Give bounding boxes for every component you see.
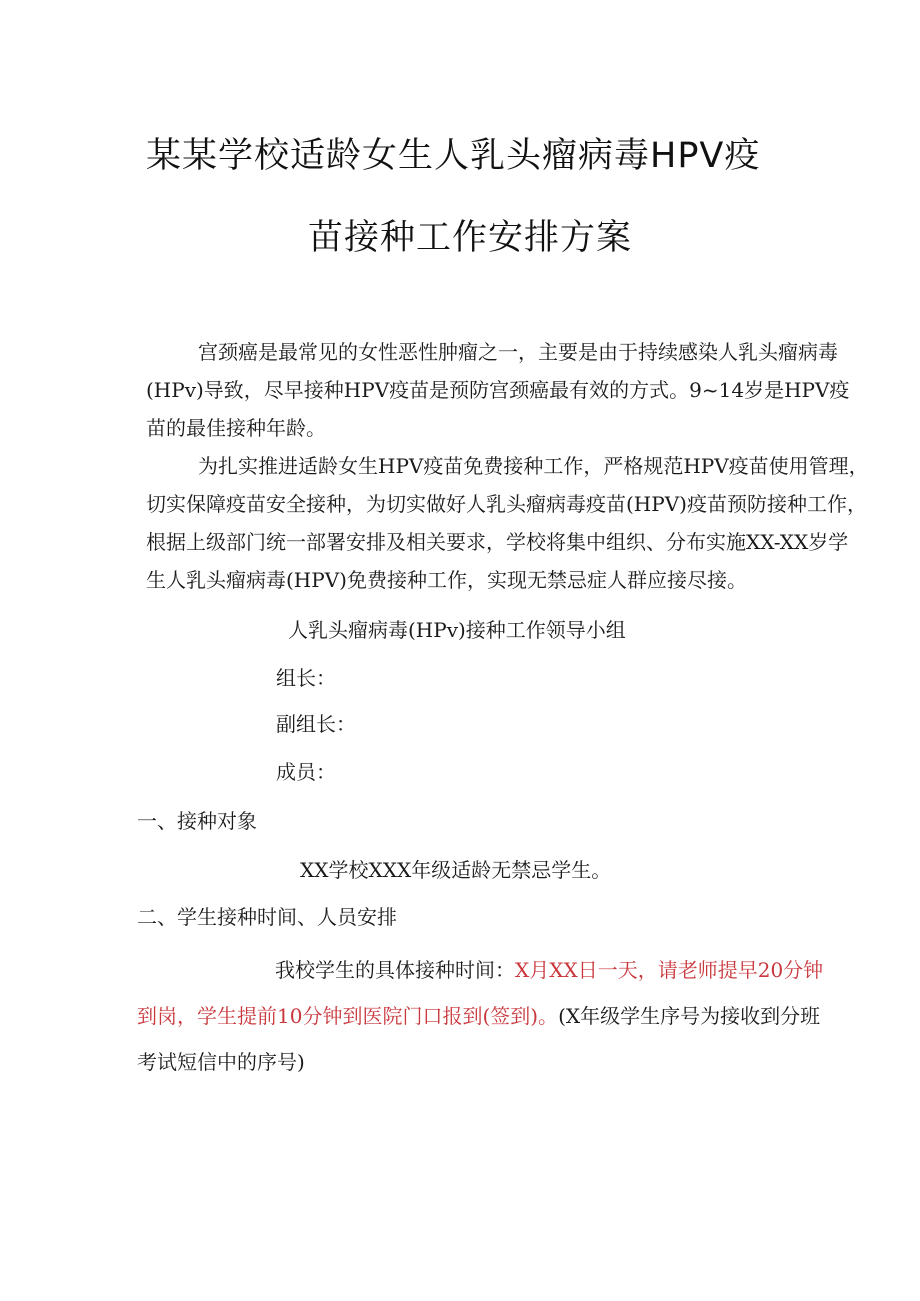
purpose-line-3: 根据上级部门统一部署安排及相关要求，学校将集中组织、分布实施XX-XX岁学 [146, 530, 849, 554]
schedule-line-1 [137, 947, 823, 993]
schedule-prefix: 我校学生的具体接种时间： [275, 958, 515, 982]
schedule-note: (X年级学生序号为接收到分班 [558, 1004, 821, 1028]
intro-line-1: 宫颈癌是最常见的女性恶性肿瘤之一，主要是由于持续感染人乳头瘤病毒 [198, 340, 838, 364]
schedule-line-2 [137, 993, 823, 1039]
section1-heading: 一、接种对象 [137, 809, 257, 833]
leader-label: 组长： [276, 666, 336, 690]
schedule-time-highlight: X月XX日一天，请老师提早20分钟 [515, 958, 824, 982]
arrival-instructions-highlight: 到岗，学生提前10分钟到医院门口报到(签到)。 [137, 1004, 559, 1028]
title-line-1: 某某学校适龄女生人乳头瘤病毒HPV疫 [146, 136, 761, 176]
purpose-line-4: 生人乳头瘤病毒(HPV)免费接种工作，实现无禁忌症人群应接尽接。 [146, 568, 747, 592]
leadership-heading: 人乳头瘤病毒(HPv)接种工作领导小组 [288, 618, 626, 642]
purpose-paragraph [146, 447, 869, 599]
members-label: 成员： [276, 760, 336, 784]
purpose-line-2: 切实保障疫苗安全接种，为切实做好人乳头瘤病毒疫苗(HPV)疫苗预防接种工作， [146, 492, 867, 516]
schedule-line-3: 考试短信中的序号) [137, 1050, 305, 1074]
intro-line-2: (HPv)导致，尽早接种HPV疫苗是预防宫颈癌最有效的方式。9~14岁是HPV疫 [146, 378, 850, 402]
intro-paragraph [146, 333, 849, 447]
purpose-line-1: 为扎实推进适龄女生HPV疫苗免费接种工作，严格规范HPV疫苗使用管理， [198, 454, 869, 478]
intro-line-3: 苗的最佳接种年龄。 [146, 416, 326, 440]
section1-content: XX学校XXX年级适龄无禁忌学生。 [300, 858, 612, 882]
title-line-2: 苗接种工作安排方案 [308, 218, 633, 258]
section2-content [137, 947, 823, 1085]
deputy-leader-label: 副组长： [276, 712, 356, 736]
section2-heading: 二、学生接种时间、人员安排 [137, 905, 397, 929]
